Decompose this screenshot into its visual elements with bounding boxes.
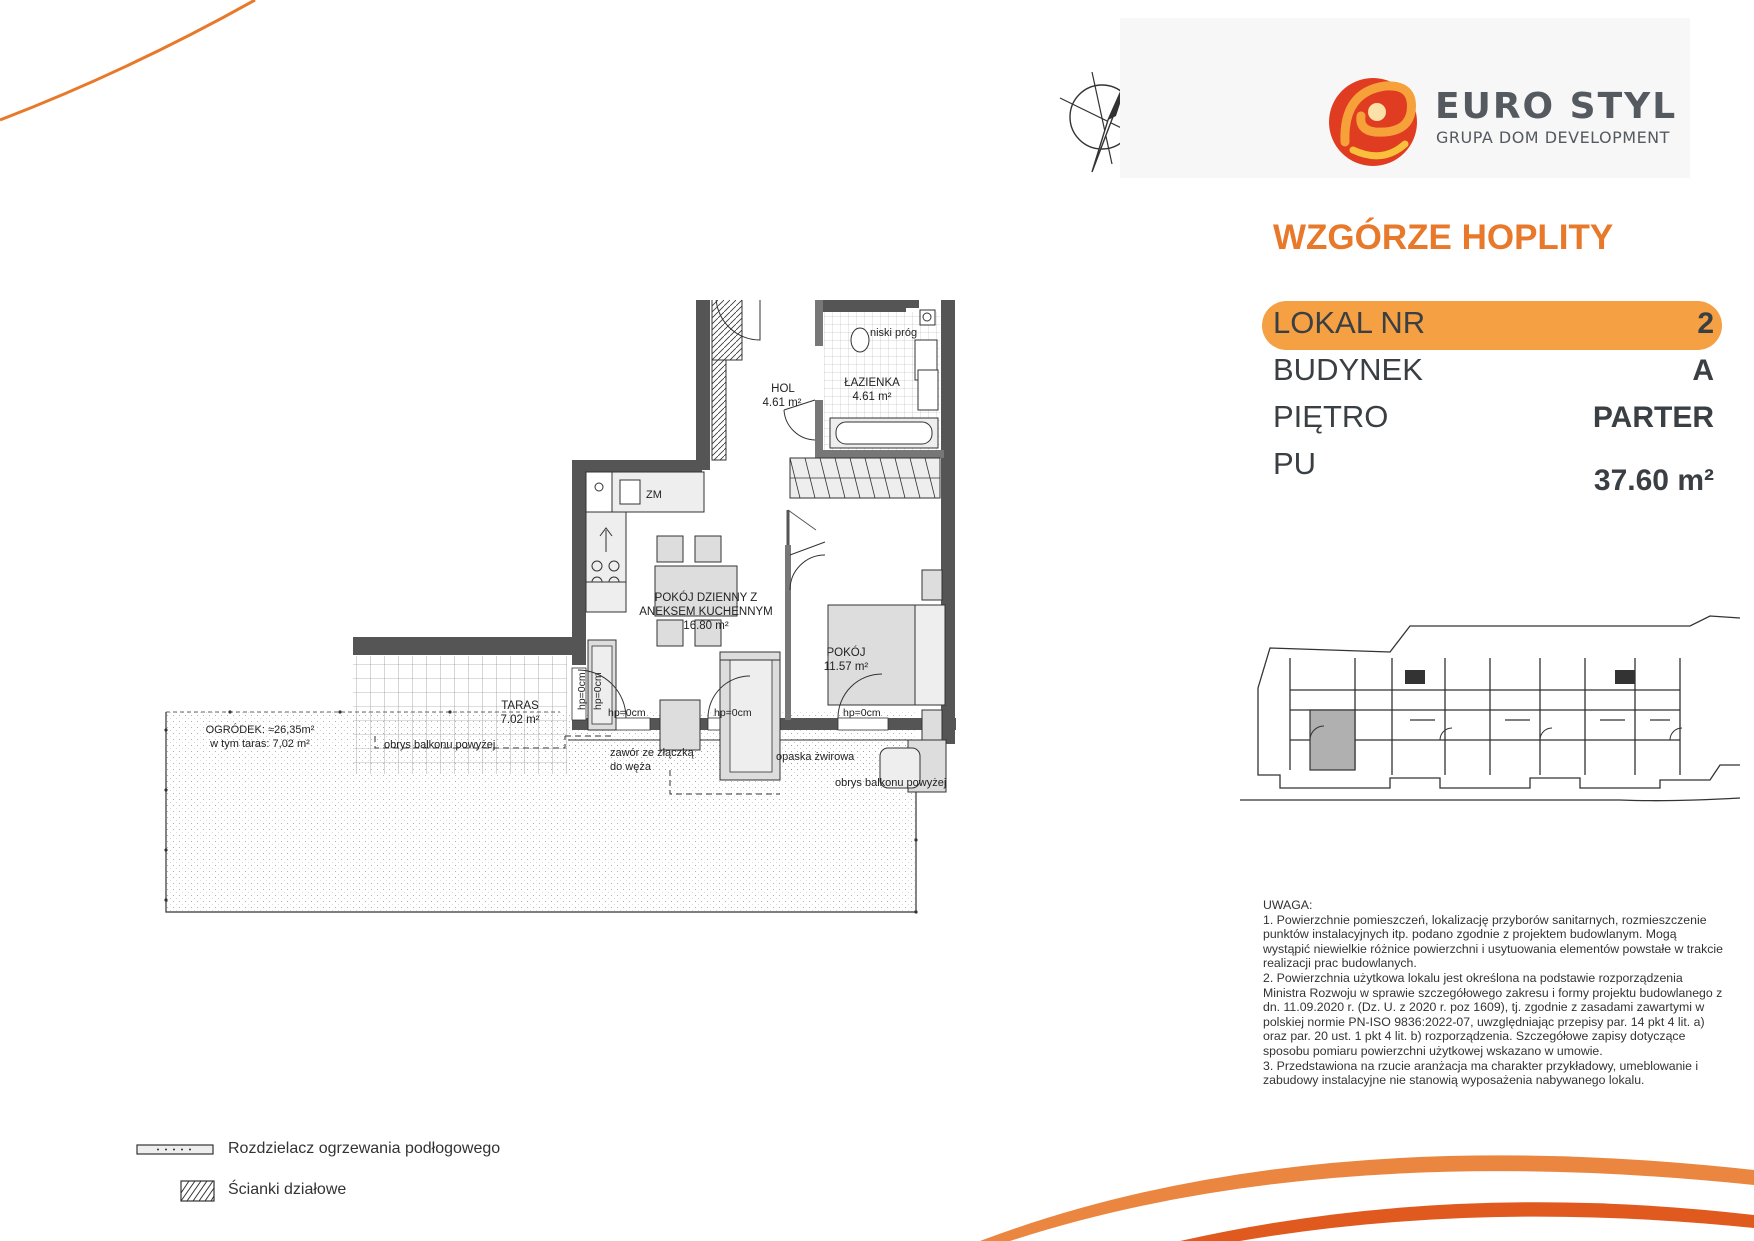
zawor-label-1: zawór ze złączką xyxy=(610,747,694,759)
taras-label: TARAS xyxy=(501,700,539,712)
hp-label: hp=0cm xyxy=(714,707,752,719)
legend-heating-label: Rozdzielacz ogrzewania podłogowego xyxy=(228,1140,501,1157)
hol-label: HOL xyxy=(771,383,795,395)
hol-area: 4.61 m² xyxy=(762,397,802,409)
budynek-label: BUDYNEK xyxy=(1273,352,1423,387)
pu-label: PU xyxy=(1273,446,1317,481)
lazienka-label: ŁAZIENKA xyxy=(844,377,900,389)
pokoj-label: POKÓJ xyxy=(826,647,866,659)
brand-subtitle: GRUPA DOM DEVELOPMENT xyxy=(1436,128,1670,147)
niski-prog-label: niski próg xyxy=(870,327,918,339)
partition-wall-symbol-icon xyxy=(180,1180,216,1204)
hp-label: hp=0cm xyxy=(608,707,646,719)
obrys-balkonu-label: obrys balkonu powyżej xyxy=(384,739,496,751)
zawor-label-2: do węża xyxy=(610,761,651,773)
obrys-balkonu-label: obrys balkonu powyżej xyxy=(835,777,947,789)
hp-label-vertical: hp=0cm xyxy=(576,672,588,710)
pu-value: 37.60 m² xyxy=(1593,464,1714,497)
note-item: 1. Powierzchnie pomieszczeń, lokalizację przyborów sanitarnych, rozmieszczenie punktów instalacyjnych itp. podano zgodnie z projektem budowlanym. Mogą wystąpić niewielkie różnice powierzchni i usytuowania elementów powstałe w trakcie realizacji prac budowlanych. xyxy=(1263,912,1723,971)
hp-label-vertical: hp=0cm xyxy=(592,672,604,710)
euro-styl-logo-icon xyxy=(1325,72,1425,172)
budynek-value: A xyxy=(1692,354,1714,387)
brand-name: EURO STYL xyxy=(1435,86,1678,127)
lokal-label: LOKAL NR xyxy=(1273,305,1426,340)
heating-distributor-symbol-icon xyxy=(136,1143,216,1157)
pietro-value: PARTER xyxy=(1592,401,1714,434)
note-item: 3. Przedstawiona na rzucie aranżacja ma charakter przykładowy, umeblowanie i zabudowy instalacyjne nie stanowią wyposażenia nabywanego lokalu. xyxy=(1263,1058,1699,1088)
living-label-2: ANEKSEM KUCHENNYM xyxy=(639,606,773,618)
lokal-value: 2 xyxy=(1697,307,1714,340)
note-item: 2. Powierzchnia użytkowa lokalu jest określona na podstawie rozporządzenia Ministra Rozwoju w sprawie szczegółowego zakresu i formy projektu budowlanego z dn. 11.09.2020 r. (Dz. U. z 2020 r. poz 1609), tj. zgodnie z zasadami zawartymi w polskiej normie PN-ISO 9836:2022-07, uwzględniając przepisy par. 14 pkt 4 lit. a) oraz par. 20 ust. 1 pkt 4 lit. b) rozporządzenia. Szczegółowe zapisy dotyczące sposobu pomiaru powierzchni użytkowej wskazano w umowie. xyxy=(1263,970,1723,1058)
living-label-1: POKÓJ DZIENNY Z xyxy=(654,592,758,604)
taras-area: 7.02 m² xyxy=(500,714,540,726)
living-area: 16.80 m² xyxy=(683,620,729,632)
project-title: WZGÓRZE HOPLITY xyxy=(1273,218,1614,257)
lazienka-area: 4.61 m² xyxy=(852,391,892,403)
building-key-plan xyxy=(1240,610,1754,805)
notes-heading: UWAGA: xyxy=(1263,898,1313,912)
notes-block xyxy=(1263,898,1723,1088)
legend-partition-label: Ścianki działowe xyxy=(228,1181,347,1198)
hp-label: hp=0cm xyxy=(843,707,881,719)
ogrodek-line-1: OGRÓDEK: ≈26,35m² xyxy=(205,724,315,736)
ogrodek-line-2: w tym taras: 7,02 m² xyxy=(210,738,310,750)
pietro-label: PIĘTRO xyxy=(1273,399,1389,434)
opaska-label: opaska żwirowa xyxy=(776,751,855,763)
pokoj-area: 11.57 m² xyxy=(823,661,869,673)
apartment-floor-plan xyxy=(160,300,1080,930)
zm-label: ZM xyxy=(646,489,662,501)
